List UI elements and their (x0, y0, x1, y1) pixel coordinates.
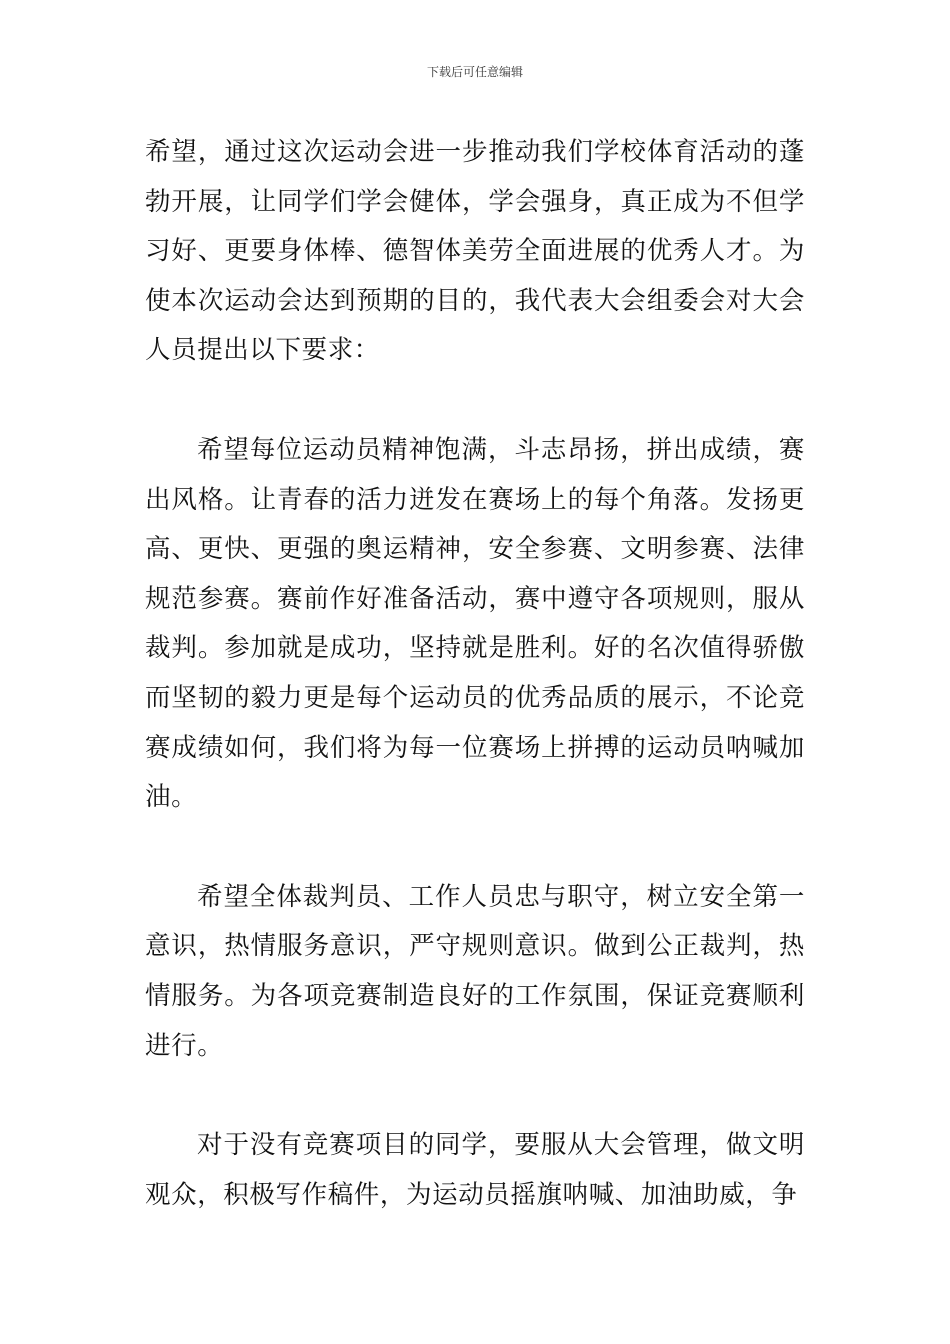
paragraph-intro: 希望，通过这次运动会进一步推动我们学校体育活动的蓬勃开展，让同学们学会健体，学会强身，真正成为不但学习好、更要身体棒、德智体美劳全面进展的优秀人才。为使本次运动会达到预期的目的，我代表大会组委会对大会人员提出以下要求： (145, 137, 805, 366)
paragraph-referees: 希望全体裁判员、工作人员忠与职守，树立安全第一意识，热情服务意识，严守规则意识。做到公正裁判，热情服务。为各项竞赛制造良好的工作氛围，保证竞赛顺利进行。 (145, 881, 805, 1061)
paragraph-spectators: 对于没有竞赛项目的同学，要服从大会管理，做文明观众，积极写作稿件，为运动员摇旗呐喊、加油助威，争 (145, 1130, 805, 1210)
header-note: 下载后可任意编辑 (426, 65, 523, 79)
paragraph-athletes: 希望每位运动员精神饱满，斗志昂扬，拼出成绩，赛出风格。让青春的活力迸发在赛场上的每个角落。发扬更高、更快、更强的奥运精神，安全参赛、文明参赛、法律规范参赛。赛前作好准备活动，赛中遵守各项规则，服从裁判。参加就是成功，坚持就是胜利。好的名次值得骄傲而坚韧的毅力更是每个运动员的优秀品质的展示，不论竞赛成绩如何，我们将为每一位赛场上拼搏的运动员呐喊加油。 (145, 434, 805, 813)
document-body (145, 128, 805, 1270)
